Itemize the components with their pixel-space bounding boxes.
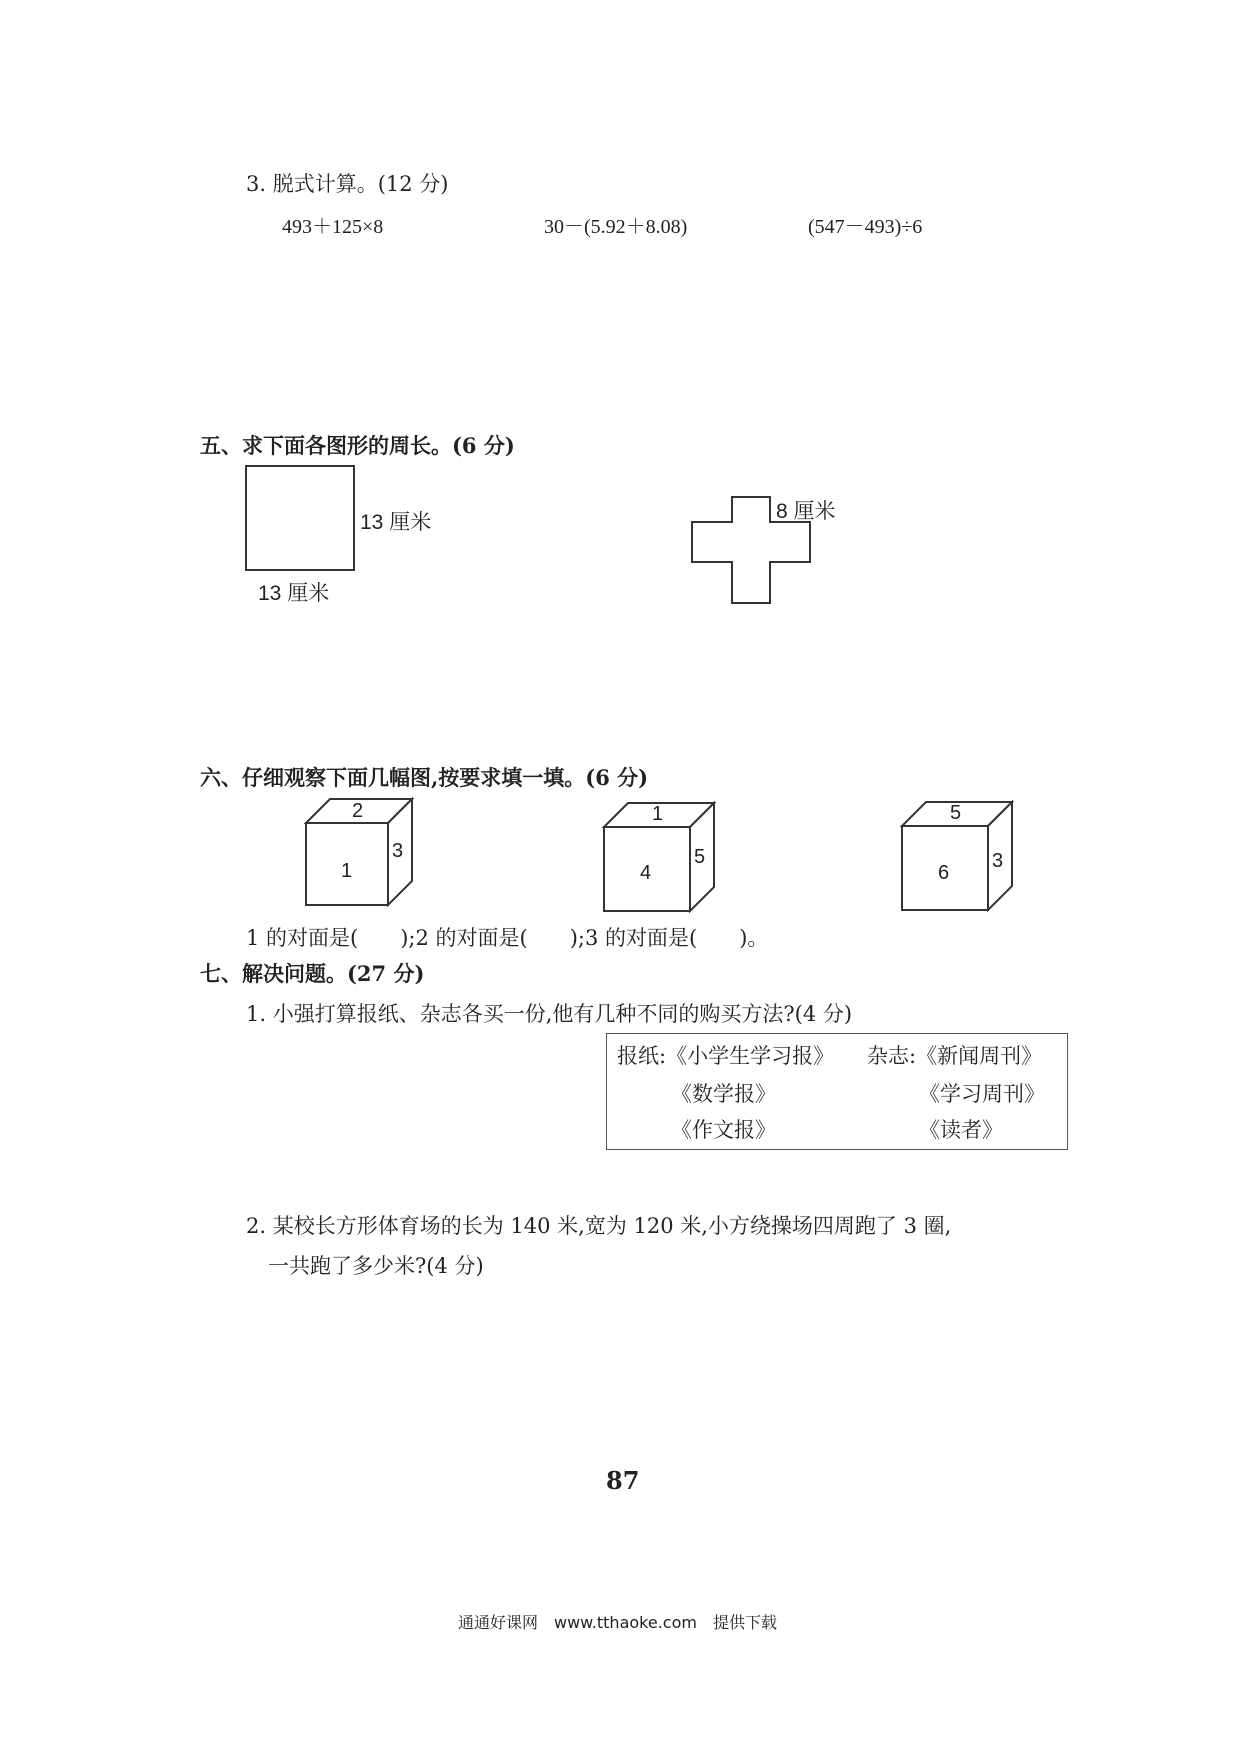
download-footer: 通通好课网 www.tthaoke.com 提供下载 [458, 1613, 777, 1632]
problem-2-line-1: 2. 某校长方形体育场的长为 140 米,宽为 120 米,小方绕操场四周跑了 3 圈, [246, 1214, 952, 1238]
option-magazine-2: 《学习周刊》 [919, 1082, 1045, 1106]
section6-title: 六、仔细观察下面几幅图,按要求填一填。(6 分) [200, 765, 649, 790]
option-newspaper-2: 《数学报》 [671, 1082, 776, 1106]
q3-expr-2: 30－(5.92＋8.08) [544, 216, 688, 238]
cube-1-front: 1 [341, 860, 353, 882]
cube-3-top: 5 [950, 802, 962, 824]
page-number: 87 [606, 1466, 640, 1495]
q3-title: 3. 脱式计算。(12 分) [246, 172, 449, 196]
option-newspaper-3: 《作文报》 [671, 1118, 776, 1142]
cube-2-front: 4 [640, 862, 652, 884]
cube-2-top: 1 [652, 803, 664, 825]
cube-3-front: 6 [938, 862, 950, 884]
opposite-face-fill-line: 1 的对面是( );2 的对面是( );3 的对面是( )。 [246, 926, 769, 950]
cross-length-label: 8 厘米 [776, 500, 836, 523]
section5-title: 五、求下面各图形的周长。(6 分) [200, 433, 515, 458]
square-bottom-label: 13 厘米 [258, 582, 330, 605]
q3-expr-1: 493＋125×8 [282, 216, 384, 238]
problem-1-text: 1. 小强打算报纸、杂志各买一份,他有几种不同的购买方法?(4 分) [246, 1002, 853, 1026]
square-side-label: 13 厘米 [360, 511, 432, 534]
q3-expr-3: (547－493)÷6 [808, 216, 923, 238]
section7-title: 七、解决问题。(27 分) [200, 961, 425, 986]
option-magazine-3: 《读者》 [919, 1118, 1003, 1142]
cube-1-side: 3 [392, 840, 404, 862]
problem-2-line-2: 一共跑了多少米?(4 分) [268, 1254, 484, 1278]
option-newspaper-1: 报纸:《小学生学习报》 [617, 1044, 835, 1068]
newspaper-magazine-box [606, 1033, 1068, 1150]
cube-1-top: 2 [352, 800, 364, 822]
option-magazine-1: 杂志:《新闻周刊》 [867, 1044, 1043, 1068]
cube-2-side: 5 [694, 846, 706, 868]
cube-3-side: 3 [992, 850, 1004, 872]
